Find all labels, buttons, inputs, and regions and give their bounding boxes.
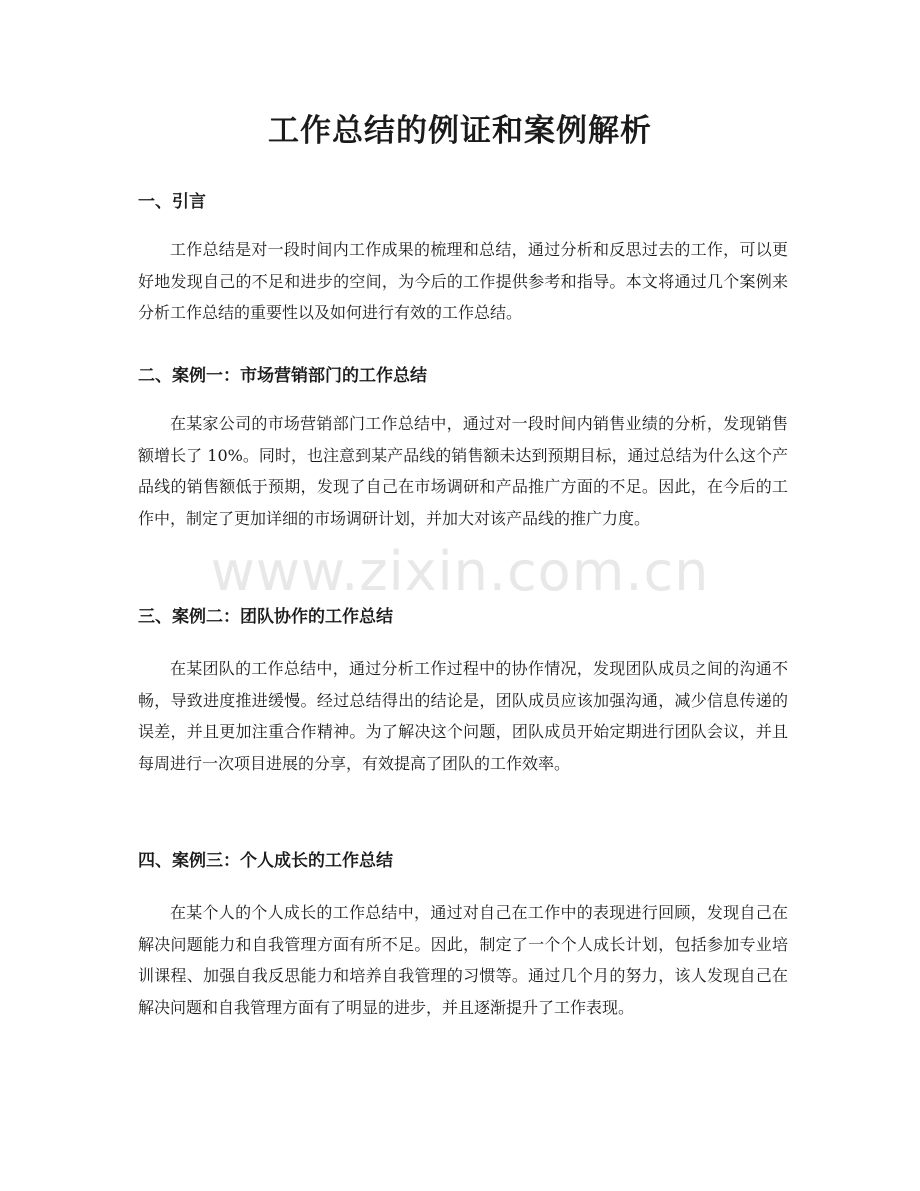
section-heading-case-one: 二、案例一：市场营销部门的工作总结: [138, 366, 427, 386]
section-paragraph-case-two: 在某团队的工作总结中，通过分析工作过程中的协作情况，发现团队成员之间的沟通不畅，导致进度推进缓慢。经过总结得出的结论是，团队成员应该加强沟通，减少信息传递的误差，并且更加注重合作精神。为了解决这个问题，团队成员开始定期进行团队会议，并且每周进行一次项目进展的分享，有效提高了团队的工作效率。: [138, 659, 788, 773]
watermark: www.zixin.com.cn: [210, 540, 710, 603]
section-paragraph-case-one: 在某家公司的市场营销部门工作总结中，通过对一段时间内销售业绩的分析，发现销售额增长了 10%。同时，也注意到某产品线的销售额未达到预期目标，通过总结为什么这个产品线的销售额低于预期，发现了自己在市场调研和产品推广方面的不足。因此，在今后的工作中，制定了更加详细的市场调研计划，并加大对该产品线的推广力度。: [138, 414, 788, 528]
section-heading-case-two: 三、案例二：团队协作的工作总结: [138, 607, 393, 627]
section-heading-case-three: 四、案例三：个人成长的工作总结: [138, 851, 393, 871]
page-title: 工作总结的例证和案例解析: [268, 113, 652, 149]
section-heading-introduction: 一、引言: [138, 192, 206, 212]
section-paragraph-case-three: 在某个人的个人成长的工作总结中，通过对自己在工作中的表现进行回顾，发现自己在解决问题能力和自我管理方面有所不足。因此，制定了一个个人成长计划，包括参加专业培训课程、加强自我反思能力和培养自我管理的习惯等。通过几个月的努力，该人发现自己在解决问题和自我管理方面有了明显的进步，并且逐渐提升了工作表现。: [138, 903, 788, 1017]
section-paragraph-introduction: 工作总结是对一段时间内工作成果的梳理和总结，通过分析和反思过去的工作，可以更好地发现自己的不足和进步的空间，为今后的工作提供参考和指导。本文将通过几个案例来分析工作总结的重要性以及如何进行有效的工作总结。: [138, 240, 788, 322]
